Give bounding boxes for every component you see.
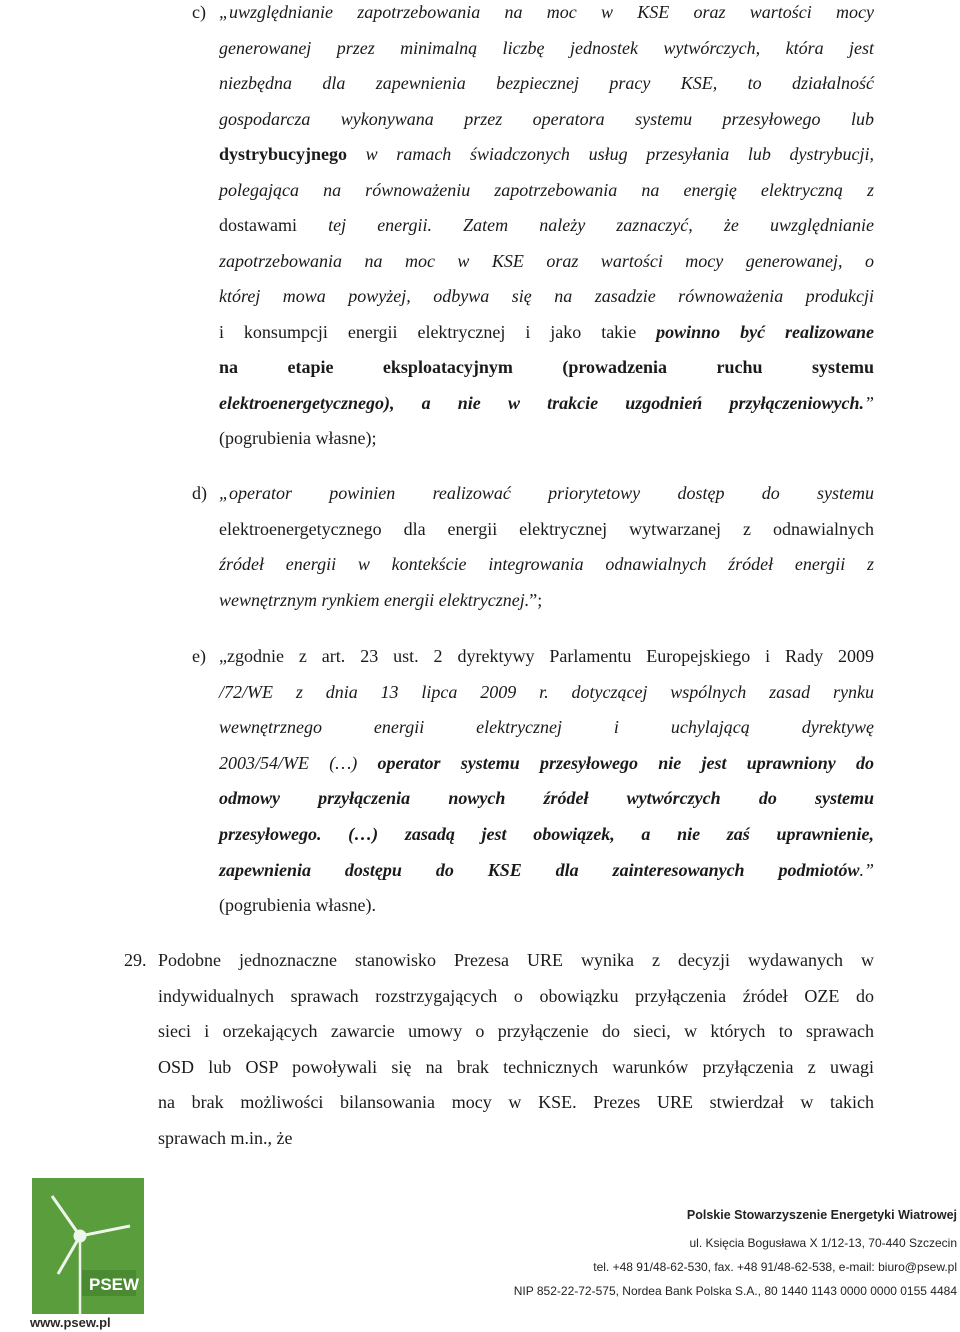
text-run: sprawach m.in., że — [158, 1128, 293, 1148]
text-run: elektroenergetycznego), a nie w trakcie uzgodnień przyłączeniowych. — [219, 392, 864, 413]
text-run: wewnętrznym rynkiem energii elektrycznej. — [219, 589, 530, 610]
text-line — [219, 746, 874, 782]
text-run: wewnętrznego energii elektrycznej i uchylającą dyrektywę — [219, 717, 874, 738]
text-run: „operator powinien realizować priorytetowy dostęp do systemu — [219, 483, 874, 503]
item-c-marker: c) — [192, 2, 206, 22]
wind-turbine-icon — [32, 1178, 144, 1314]
text-line — [158, 943, 874, 979]
text-run: gospodarcza wykonywana przez operatora systemu przesyłowego lub — [219, 108, 874, 129]
text-line — [219, 386, 874, 422]
text-run: zapewnienia dostępu do KSE dla zainteresowanych podmiotów — [219, 859, 860, 880]
text-line — [219, 583, 874, 619]
text-line — [219, 547, 874, 583]
text-run: źródeł energii w kontekście — [219, 554, 489, 574]
text-line — [219, 476, 874, 512]
text-line — [158, 1014, 874, 1050]
text-run: źródeł energii z — [728, 554, 874, 574]
text-line — [219, 0, 874, 31]
text-run: indywidualnych sprawach rozstrzygających o obowiązku przyłączenia źródeł OZE do — [158, 985, 874, 1006]
text-line — [158, 1121, 874, 1157]
text-line — [158, 979, 874, 1015]
text-run: ”; — [529, 589, 543, 610]
text-line — [219, 817, 874, 853]
text-run: na brak możliwości bilansowania mocy w KSE. Prezes URE stwierdzał w takich — [158, 1092, 874, 1113]
text-line — [158, 1050, 874, 1086]
text-line — [219, 710, 874, 746]
text-line — [219, 31, 874, 67]
address-line: ul. Księcia Bogusława X 1/12-13, 70-440 Szczecin — [689, 1236, 957, 1250]
text-run: zapotrzebowania na moc w KSE oraz wartości mocy generowanej, o — [219, 250, 874, 271]
text-line — [219, 208, 874, 244]
item-d-marker: d) — [192, 483, 207, 503]
text-line — [158, 1085, 874, 1121]
text-line — [219, 102, 874, 138]
text-run: sieci i orzekających zawarcie umowy o przyłączenie do sieci, w których to sprawach — [158, 1021, 874, 1042]
text-run: dystrybucyjnego — [219, 144, 348, 164]
text-run: Podobne jednoznaczne stanowisko Prezesa URE wynika z decyzji wydawanych w — [158, 950, 874, 970]
logo-text: PSEW — [89, 1275, 140, 1294]
text-run: OSD lub OSP powoływali się na brak technicznych warunków przyłączenia z uwagi — [158, 1056, 874, 1077]
contact-line: tel. +48 91/48-62-530, fax. +48 91/48-62-538, e-mail: biuro@psew.pl — [593, 1260, 957, 1274]
text-line — [219, 421, 874, 457]
text-run: .” — [859, 859, 874, 880]
text-run: powinno być realizowane — [656, 321, 875, 342]
text-run: /72/WE z dnia 13 lipca 2009 r. dotyczącej wspólnych zasad rynku — [219, 681, 874, 702]
text-run: (pogrubienia własne); — [219, 428, 377, 448]
text-run: niezbędna dla zapewnienia bezpiecznej pracy KSE, to działalność — [219, 73, 874, 93]
text-line — [219, 350, 874, 386]
text-line — [219, 137, 874, 173]
item-29-marker: 29. — [124, 950, 147, 970]
text-line — [219, 853, 874, 889]
text-run: generowanej przez minimalną liczbę jednostek wytwórczych, która jest — [219, 37, 874, 58]
text-run: integrowania odnawialnych — [488, 554, 729, 574]
organization-name: Polskie Stowarzyszenie Energetyki Wiatrowej — [686, 1208, 957, 1222]
text-run: (pogrubienia własne). — [219, 895, 376, 916]
text-line — [219, 173, 874, 209]
item-e-marker: e) — [192, 646, 206, 666]
text-line — [219, 675, 874, 711]
text-line — [219, 279, 874, 315]
text-run: tej energii. Zatem należy zaznaczyć, że uwzględnianie — [328, 215, 874, 235]
footer-contact — [514, 1203, 957, 1303]
text-line — [219, 512, 874, 548]
text-run: operator systemu przesyłowego nie jest uprawniony do — [377, 752, 874, 773]
text-run: której mowa powyżej, odbywa się na zasadzie równoważenia produkcji — [219, 286, 874, 306]
text-run: odmowy przyłączenia nowych źródeł wytwórczych do systemu — [219, 788, 874, 809]
text-run: ” — [863, 392, 874, 413]
text-line — [219, 781, 874, 817]
text-run: polegająca na równoważeniu zapotrzebowania na energię elektryczną z — [219, 179, 874, 200]
text-run: na etapie eksploatacyjnym (prowadzenia ruchu systemu — [219, 357, 874, 377]
text-run: „uwzględnianie zapotrzebowania na moc w KSE oraz wartości mocy — [219, 2, 874, 22]
text-run: i konsumpcji energii elektrycznej i jako takie — [219, 321, 657, 342]
website-url: www.psew.pl — [30, 1315, 111, 1330]
text-line — [219, 888, 874, 924]
text-run: w ramach świadczonych usług przesyłania lub dystrybucji, — [347, 144, 874, 164]
letterhead-footer — [0, 1178, 960, 1332]
text-line — [219, 244, 874, 280]
text-run: „zgodnie z art. 23 ust. 2 dyrektywy Parlamentu Europejskiego i Rady 2009 — [219, 646, 874, 666]
text-line — [219, 315, 874, 351]
text-run: dostawami — [219, 215, 329, 235]
text-line — [219, 639, 874, 675]
text-run: elektroenergetycznego dla energii elektrycznej wytwarzanej z odnawialnych — [219, 518, 874, 539]
text-run: przesyłowego. (…) zasadą jest obowiązek, a nie zaś uprawnienie, — [219, 824, 874, 844]
bank-line: NIP 852-22-72-575, Nordea Bank Polska S.A., 80 1440 1143 0000 0000 0155 4484 — [513, 1284, 957, 1298]
text-run: 2003/54/WE (…) — [219, 752, 378, 773]
text-line — [219, 66, 874, 102]
psew-logo — [32, 1178, 144, 1314]
